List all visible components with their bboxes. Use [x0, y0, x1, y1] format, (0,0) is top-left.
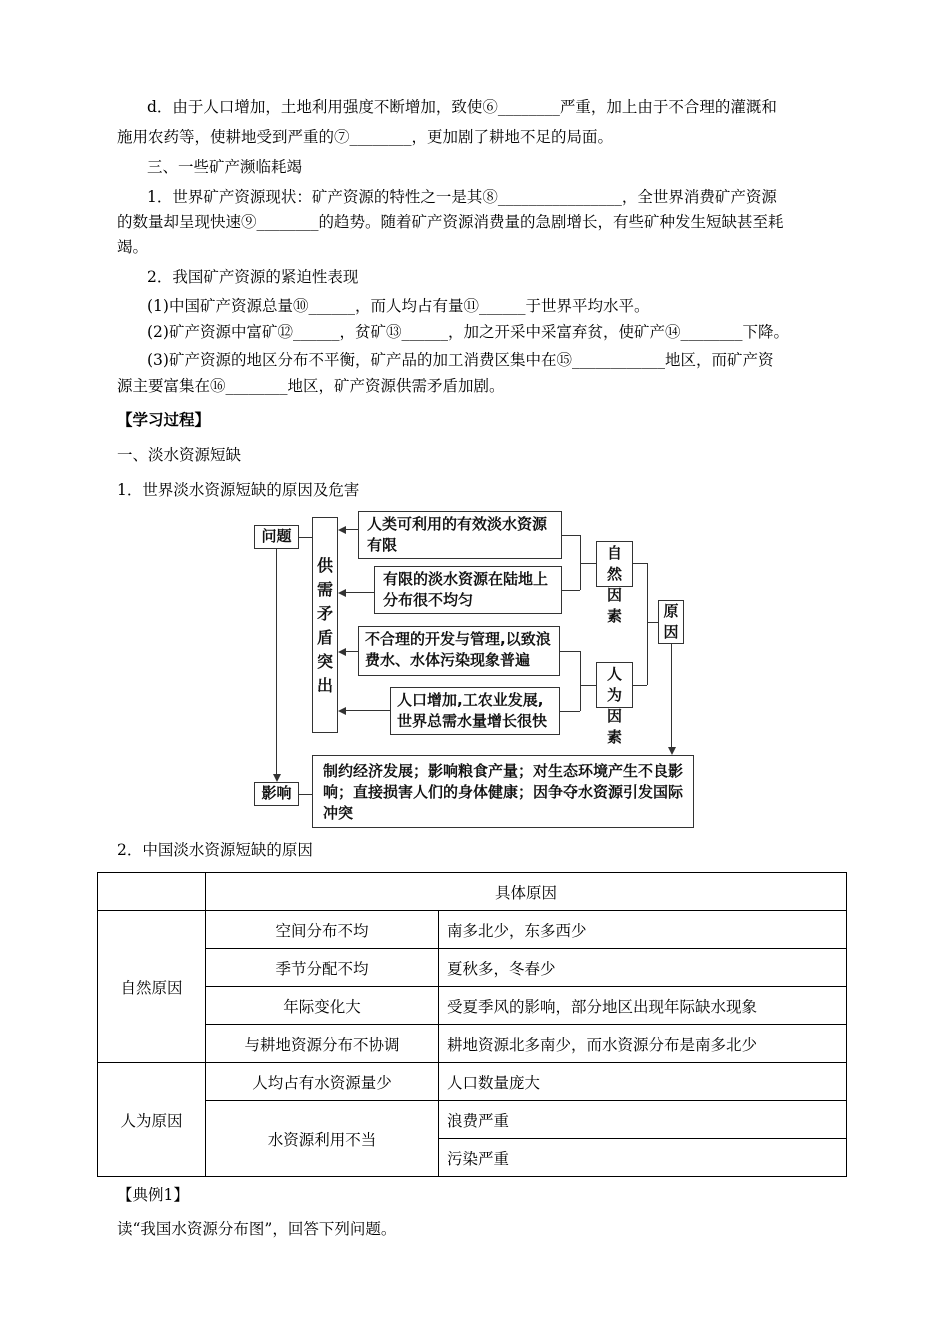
connector — [346, 592, 374, 593]
connector — [580, 563, 596, 564]
connector — [633, 685, 647, 686]
section-iii-item3-line2: 源主要富集在⑯________地区，矿产资源供需矛盾加剧。 — [117, 377, 505, 395]
natural-factor-box: 自然因素 — [596, 541, 633, 587]
connector — [647, 622, 658, 623]
table-cell: 夏秋多，冬春少 — [439, 949, 847, 987]
human-factor-box: 人为因素 — [596, 662, 633, 708]
connector — [299, 794, 312, 795]
table-cell: 季节分配不均 — [206, 949, 439, 987]
study-heading: 【学习过程】 — [117, 410, 211, 429]
table-cell: 耕地资源北多南少，而水资源分布是南多北少 — [439, 1025, 847, 1063]
table-row — [98, 911, 847, 949]
connector — [276, 549, 277, 774]
cause-label-box: 原因 — [658, 600, 684, 644]
arrow-left — [338, 707, 346, 715]
conflict-box: 供需矛盾突出 — [312, 517, 338, 733]
study-q2: 2．中国淡水资源短缺的原因 — [117, 841, 313, 859]
section-ii-d-line1: d．由于人口增加，土地利用强度不断增加，致使⑥________严重，加上由于不合理的灌溉和 — [147, 98, 777, 116]
example-label: 【典例1】 — [117, 1186, 189, 1204]
section-iii-p1-line3: 竭。 — [117, 238, 149, 256]
table-cell: 人口数量庞大 — [439, 1063, 847, 1101]
arrow-down — [273, 774, 281, 782]
causes-table — [97, 872, 847, 1177]
connector — [562, 590, 580, 591]
human-label: 人为原因 — [98, 1063, 206, 1177]
connector — [671, 644, 672, 747]
table-row — [98, 949, 847, 987]
table-cell: 污染严重 — [439, 1139, 847, 1177]
section-iii-p2: 2．我国矿产资源的紧迫性表现 — [147, 268, 359, 286]
arrow-left — [338, 648, 346, 656]
table-cell: 年际变化大 — [206, 987, 439, 1025]
table-header: 具体原因 — [206, 873, 847, 911]
table-row — [98, 1025, 847, 1063]
table-cell: 人均占有水资源量少 — [206, 1063, 439, 1101]
connector — [633, 563, 647, 564]
cause-box-4: 人口增加,工农业发展,世界总需水量增长很快 — [390, 687, 560, 735]
arrow-down — [668, 747, 676, 755]
table-corner-cell — [98, 873, 206, 911]
connector — [562, 535, 580, 536]
table-cell: 浪费严重 — [439, 1101, 847, 1139]
cause-box-1: 人类可利用的有效淡水资源有限 — [358, 511, 562, 559]
connector — [647, 563, 648, 685]
connector — [560, 651, 580, 652]
connector — [346, 710, 390, 711]
section-iii-item1: (1)中国矿产资源总量⑩______，而人均占有量⑪______于世界平均水平。 — [147, 297, 650, 315]
cause-box-2: 有限的淡水资源在陆地上分布很不均匀 — [374, 566, 562, 614]
section-iii-item3-line1: (3)矿产资源的地区分布不平衡，矿产品的加工消费区集中在⑮____________地区，而矿产资 — [147, 351, 774, 369]
problem-box: 问题 — [254, 525, 299, 549]
connector — [346, 651, 358, 652]
section-iii-item2: (2)矿产资源中富矿⑫______，贫矿⑬______，加之开采中采富弃贫，使矿产⑭________下降。 — [147, 323, 789, 341]
table-cell: 与耕地资源分布不协调 — [206, 1025, 439, 1063]
study-q1: 1．世界淡水资源短缺的原因及危害 — [117, 481, 360, 499]
study-sub1: 一、淡水资源短缺 — [117, 446, 242, 464]
table-header-row — [98, 873, 847, 911]
table-cell: 南多北少，东多西少 — [439, 911, 847, 949]
example-prompt: 读“我国水资源分布图”，回答下列问题。 — [117, 1220, 397, 1238]
section-ii-d-line2: 施用农药等，使耕地受到严重的⑦________，更加剧了耕地不足的局面。 — [117, 128, 614, 146]
table-row — [98, 1101, 847, 1139]
connector — [299, 537, 312, 538]
table-cell: 水资源利用不当 — [206, 1101, 439, 1177]
impact-box: 制约经济发展；影响粮食产量；对生态环境产生不良影响；直接损害人们的身体健康；因争夺水资源引发国际冲突 — [312, 755, 694, 828]
section-iii-heading: 三、一些矿产濒临耗竭 — [147, 158, 303, 176]
table-row — [98, 1063, 847, 1101]
section-iii-p1-line2: 的数量却呈现快速⑨________的趋势。随着矿产资源消费量的急剧增长，有些矿种发生短缺甚至耗 — [117, 213, 784, 231]
cause-box-3: 不合理的开发与管理,以致浪费水、水体污染现象普遍 — [358, 626, 560, 676]
effect-box: 影响 — [254, 782, 299, 806]
connector — [580, 651, 581, 711]
arrow-left — [338, 526, 346, 534]
section-iii-p1-line1: 1．世界矿产资源现状：矿产资源的特性之一是其⑧________________，全世界消费矿产资源 — [147, 188, 777, 206]
table-cell: 受夏季风的影响，部分地区出现年际缺水现象 — [439, 987, 847, 1025]
table-row — [98, 987, 847, 1025]
table-cell: 空间分布不均 — [206, 911, 439, 949]
connector — [346, 529, 358, 530]
connector — [560, 711, 580, 712]
connector — [580, 685, 596, 686]
arrow-left — [338, 589, 346, 597]
natural-label: 自然原因 — [98, 911, 206, 1063]
